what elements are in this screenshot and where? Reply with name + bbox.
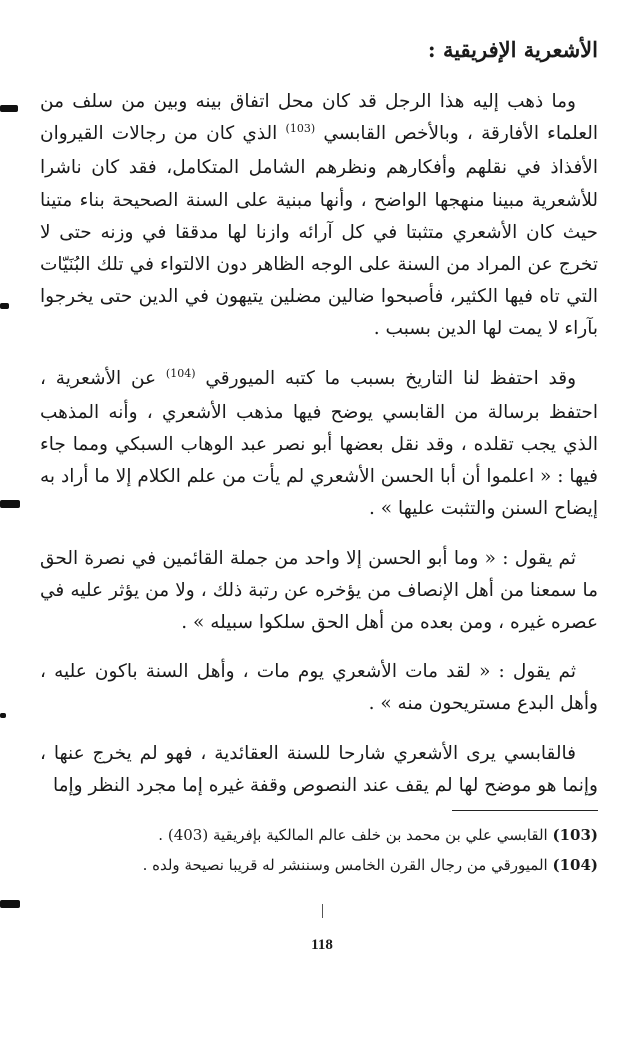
footnotes — [120, 820, 598, 880]
paragraph-3 — [40, 543, 598, 640]
body-text — [40, 86, 598, 802]
footnote-divider — [452, 810, 598, 811]
paragraph-text: فالقابسي يرى الأشعري شارحا للسنة العقائدية ، فهو لم يخرج عنها ، وإنما هو موضح لها لم يقف عند النصوص وقفة غيره إما مجرد النظر وإما — [40, 742, 598, 796]
page-number: 118 — [311, 937, 333, 953]
section-heading: الأشعرية الإفريقية : — [427, 37, 598, 62]
binding-hole-mark — [0, 713, 6, 718]
footnote-number: (103) — [552, 826, 598, 844]
footnote-reference-103: (103) — [285, 122, 316, 136]
binding-hole-mark — [0, 900, 20, 908]
paragraph-text: عن الأشعرية ، احتفظ برسالة من القابسي يوضح فيها مذهب الأشعري ، وأنه المذهب الذي يجب تقلده ، وقد نقل بعضها أبو نصر عبد الوهاب السبكي ومما جاء فيها : « اعلموا أن أبا الحسن الأشعري لم يأت من علم الكلام إلا ما أراد به إيضاح السنن والتثبت عليها » . — [40, 367, 598, 520]
paragraph-text: وما ذهب إليه هذا الرجل قد كان محل اتفاق بينه وبين من سلف من العلماء الأفارقة ، وبالأخص القابسي — [40, 91, 599, 145]
binding-hole-mark — [0, 105, 18, 112]
binding-hole-mark — [0, 500, 20, 508]
footnote-103 — [120, 820, 598, 850]
binding-hole-mark — [0, 303, 9, 309]
paragraph-4 — [40, 656, 598, 720]
paragraph-5 — [40, 738, 598, 802]
paragraph-text: ثم يقول : « وما أبو الحسن إلا واحد من جملة القائمين في نصرة الحق ما سمعنا من أهل الإنصاف من يؤخره عن رتبة ذلك ، ولا من يؤثر عليه في عصره غيره ، ومن بعده من أهل الحق سلكوا سبيله » . — [40, 547, 598, 634]
footnote-text: القابسي علي بن محمد بن خلف عالم المالكية بإفريقية (403) . — [158, 826, 548, 844]
paragraph-2 — [40, 363, 598, 526]
paragraph-text: الذي كان من رجالات القيروان الأفذاذ في نقلهم وأفكارهم ونظرهم الشامل المتكامل، فقد كان ناشرا للأشعرية مبينا منهجها الواضح ، وأنها مبنية على السنة الصحيحة بناء متينا حيث كان الأشعري متثبتا في كل آرائه وازنا لها مدققا في وزنه حتى لا تخرج عن المراد من السنة على الوجه الظاهر دون الالتواء في تلك البُنَيّات التي تاه فيها الكثير، فأصبحوا ضالين مضلين يتيهون في الدين حتى يخرجوا بآراء لا يمت لها الدين بسبب . — [40, 123, 598, 340]
paragraph-text: وقد احتفظ لنا التاريخ بسبب ما كتبه الميورقي — [205, 367, 576, 389]
scan-artifact — [322, 904, 323, 918]
paragraph-text: ثم يقول : « لقد مات الأشعري يوم مات ، وأهل السنة باكون عليه ، وأهل البدع مستريحون منه » . — [40, 661, 598, 715]
footnote-reference-104: (104) — [165, 366, 196, 380]
footnote-104 — [120, 850, 598, 880]
footnote-number: (104) — [552, 856, 598, 874]
paragraph-1 — [40, 86, 598, 346]
footnote-text: الميورقي من رجال القرن الخامس وسننشر له قريبا نصيحة ولده . — [142, 856, 548, 874]
